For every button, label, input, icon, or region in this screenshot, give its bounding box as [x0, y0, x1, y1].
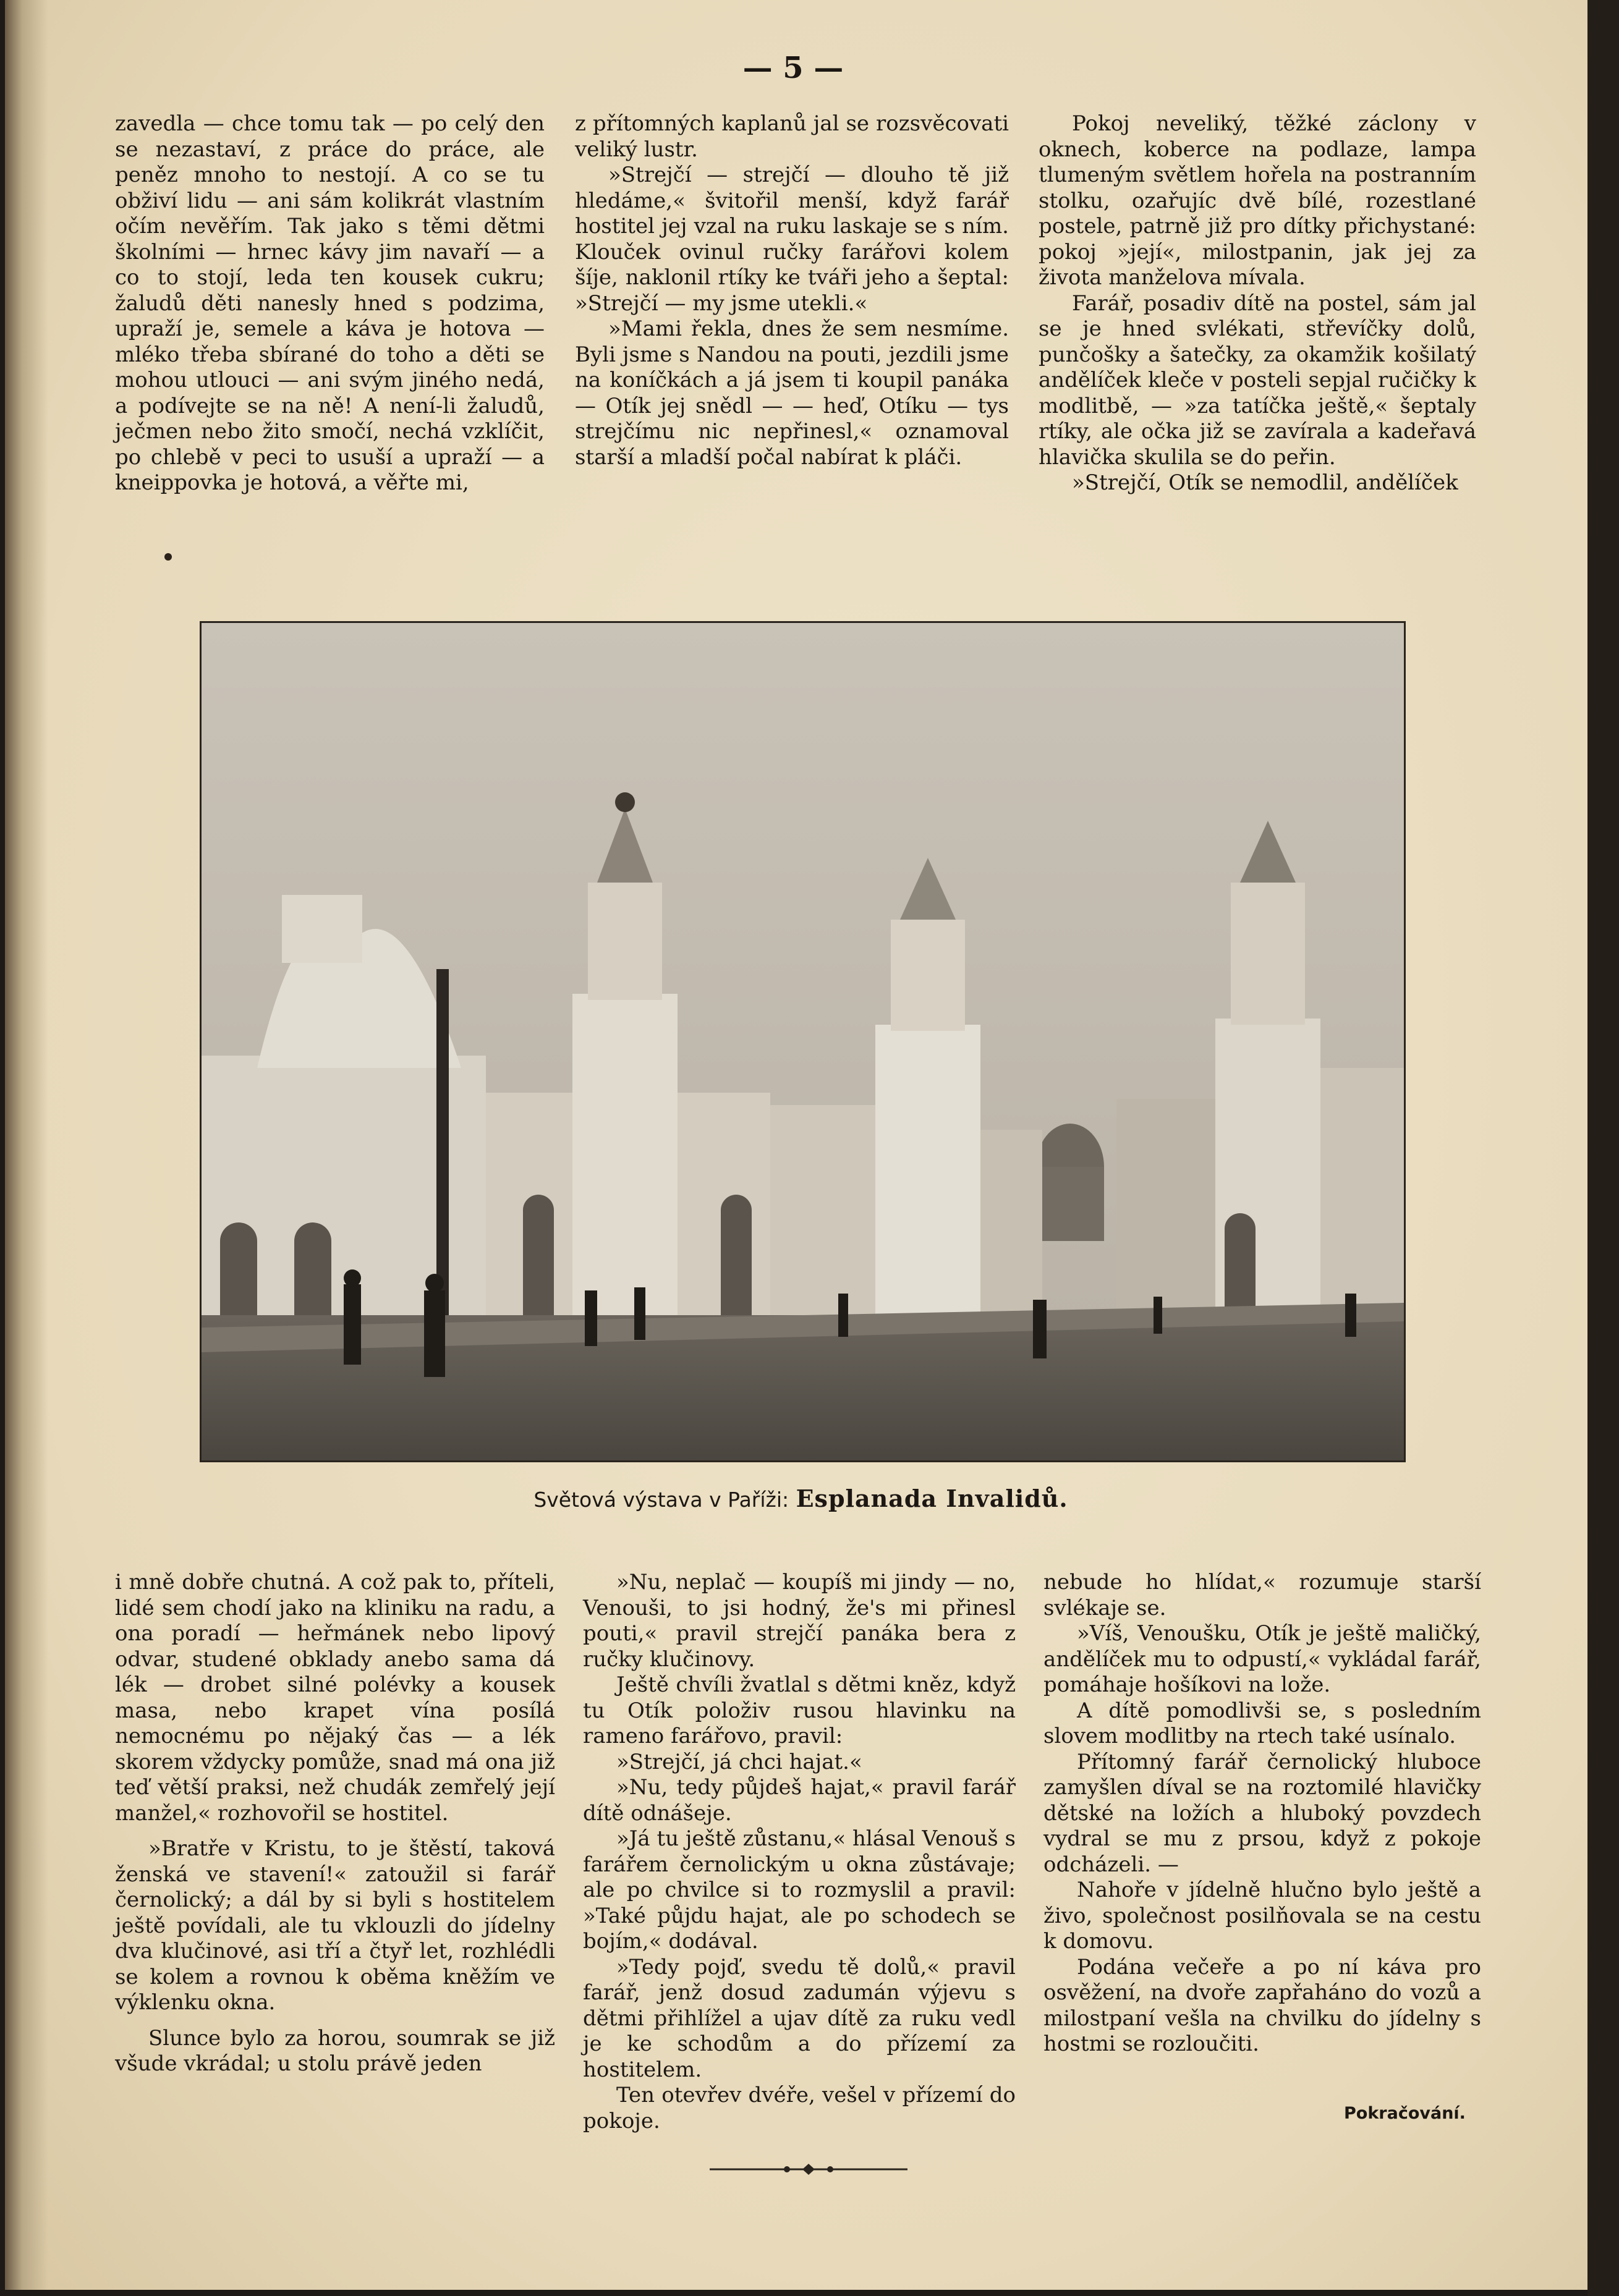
caption-title: Esplanada Invalidů.: [796, 1485, 1068, 1512]
paragraph: Podána večeře a po ní káva pro osvěžení, na dvoře zapřaháno do vozů a milostpaní vešla na chvilku do jídelny s hostmi se rozloučiti.: [1043, 1954, 1481, 2056]
paragraph: »Víš, Venoušku, Otík je ještě maličký, andělíček mu to odpustí,« vykládal farář, pomáhaje hošíkovi na lože.: [1043, 1621, 1481, 1697]
paragraph: i mně dobře chutná. A což pak to, příteli, lidé sem chodí jako na kliniku na radu, a ona poradí — heřmánek nebo lipový odvar, studené obklady anebo sama dá lék — drobet silné polévky a kousek masa, nebo krapet vína posílá nemocnému po nějaký čas — a lék skorem vždycky pomůže, snad má ona již teď větší praksi, než chudák zemřelý její manžel,« rozhovořil se hostitel.: [115, 1570, 555, 1826]
paragraph: Nahoře v jídelně hlučno bylo ještě a živo, společnost posilňovala se na cestu k domovu.: [1043, 1878, 1481, 1954]
paragraph: Slunce bylo za horou, soumrak se již všude vkrádal; u stolu právě jeden: [115, 2025, 555, 2076]
paragraph: »Strejčí — strejčí — dlouho tě již hledáme,« švitořil menší, když farář hostitel jej vzal na ruku laskaje se s ním. Klouček ovinul ručky farářovi kolem šíje, naklonil rtíky ke tváři jeho a šeptal: »Strejčí — my jsme utekli.«: [575, 163, 1009, 316]
paragraph: Farář, posadiv dítě na postel, sám jal se je hned svlékati, střevíčky dolů, punčošky a šatečky, za okamžik košilatý andělíček kleče v posteli sepjal ručičky k modlitbě, — »za tatíčka ještě,« šeptaly rtíky, ale očka již se zavírala a kadeřavá hlavička skulila se do peřin.: [1039, 290, 1476, 470]
continued-note: Pokračování.: [1344, 2104, 1466, 2123]
page: [5, 0, 1587, 2290]
paragraph: A dítě pomodlivši se, s posledním slovem modlitby na rtech také usínalo.: [1043, 1698, 1481, 1748]
paragraph: »Strejčí, já chci hajat.«: [616, 1749, 862, 1774]
text-column-bottom-middle: [583, 1570, 1016, 2134]
photograph-esplanade: [200, 621, 1406, 1462]
paragraph: »Mami řekla, dnes že sem nesmíme. Byli jsme s Nandou na pouti, jezdili jsme na koníčkách a já jsem ti koupil panáka — Otík jej snědl — — heď, Otíku — tys strejčímu nic nepřinesl,« oznamoval starší a mladší počal nabírat k pláči.: [575, 316, 1009, 470]
text-column-top-right: [1039, 111, 1476, 496]
text-column-bottom-right: [1043, 1570, 1481, 2057]
page-edge-shadow: [5, 0, 48, 2290]
binding-spine: [1587, 0, 1619, 2296]
paragraph: z přítomných kaplanů jal se rozsvěcovati veliký lustr.: [575, 111, 1009, 162]
paragraph: Pokoj neveliký, těžké záclony v oknech, koberce na podlaze, lampa tlumeným světlem hořela na postranním stolku, ozařujíc dvě bílé, rozestlané postele, patrně již pro dítky přichystané: pokoj »její«, milostpanin, jak jej za života manželova mívala.: [1039, 111, 1476, 290]
text-column-bottom-left: [115, 1570, 555, 2077]
paragraph: »Nu, tedy půjdeš hajat,« pravil farář dítě odnášeje.: [583, 1775, 1016, 1826]
photo-caption: [200, 1485, 1402, 1512]
caption-prefix: Světová výstava v Paříži:: [533, 1488, 789, 1512]
paragraph: »Strejčí, Otík se nemodlil, andělíček: [1072, 470, 1458, 495]
paragraph: Ten otevřev dvéře, vešel v přízemí do pokoje.: [583, 2083, 1016, 2133]
paragraph: »Já tu ještě zůstanu,« hlásal Venouš s farářem černolickým u okna zůstávaje; ale po chvilce si to rozmyslil a pravil: »Také půjdu hajat, ale po schodech se bojím,« dodával.: [583, 1826, 1016, 1954]
paragraph: zavedla — chce tomu tak — po celý den se nezastaví, z práce do práce, ale peněz mnoho to nestojí. A co se tu obživí lidu — ani sám kolikrát vlastním očím nevěřím. Tak jako s těmi dětmi školními — hrnec kávy jim navaří — a co to stojí, leda ten kousek cukru; žaludů děti nanesly hned s podzima, upraží je, semele a káva je hotova — mléko třeba sbírané do toho a děti se mohou utlouci — ani svým jiného nedá, a podívejte se na ně! A není-li žaludů, ječmen nebo žito smočí, nechá vzklíčit, po chlebě v peci to usuší a upraží — a kneippovka je hotová, a věřte mi,: [115, 111, 545, 495]
photo-illustration: [202, 623, 1404, 1460]
page-number: — 5 —: [742, 51, 844, 85]
ornament-divider: [710, 2160, 907, 2179]
paragraph: »Nu, neplač — koupíš mi jindy — no, Venouši, to jsi hodný, že's mi přinesl pouti,« pravil strejčí panáka bera z ručky klučinovy.: [583, 1570, 1016, 1672]
text-column-top-left: [115, 111, 545, 496]
paragraph: »Tedy pojď, svedu tě dolů,« pravil farář, jenž dosud zadumán výjevu s dětmi přihlížel a ujav dítě za ruku vedl je ke schodům a do přízemí za hostitelem.: [583, 1954, 1016, 2082]
paragraph: Přítomný farář černolický hluboce zamyšlen díval se na roztomilé hlavičky dětské na ložích a hluboký povzdech vydral se mu z prsou, když z pokoje odcházeli. —: [1043, 1749, 1481, 1877]
ink-dot: [164, 553, 172, 561]
paragraph: nebude ho hlídat,« rozumuje starší svlékaje se.: [1043, 1570, 1481, 1620]
text-column-top-middle: [575, 111, 1009, 470]
paragraph: Ještě chvíli žvatlal s dětmi kněz, když tu Otík položiv rusou hlavinku na rameno farářovo, pravil:: [583, 1672, 1016, 1748]
paragraph: »Bratře v Kristu, to je štěstí, taková ženská ve stavení!« zatoužil si farář černolický; a dál by si byli s hostitelem ještě povídali, ale tu vklouzli do jídelny dva klučinové, asi tří a čtyř let, rozhlédli se kolem a rovnou k oběma kněžím ve výklenku okna.: [115, 1836, 555, 2015]
